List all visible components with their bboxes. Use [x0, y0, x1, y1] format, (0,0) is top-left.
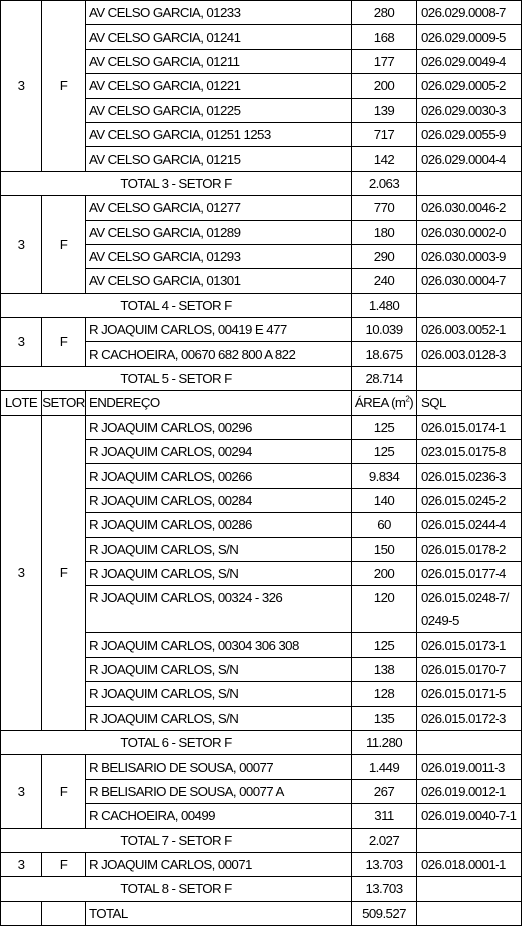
sql-cell: [417, 488, 522, 512]
header-area: [352, 391, 417, 415]
sql-cell: [417, 440, 522, 464]
sql-cell: [417, 633, 522, 657]
sql-cell: [417, 779, 522, 803]
subtotal-row: [1, 171, 522, 195]
subtotal-row: [1, 366, 522, 390]
sql-value: 026.015.0248-7/: [421, 590, 509, 606]
area-cell: 138: [352, 657, 417, 681]
subtotal-value: 13.703: [352, 877, 417, 901]
subtotal-empty: [417, 366, 522, 390]
sql-cell: [417, 682, 522, 706]
sql-cell: [417, 464, 522, 488]
sql-value: 026.015.0178-2: [421, 541, 506, 557]
sql-cell: [417, 74, 522, 98]
sql-value: 026.019.0012-1: [421, 783, 506, 799]
area-cell: 125: [352, 415, 417, 439]
sql-value: 026.015.0171-5: [421, 686, 506, 702]
endereco-cell: AV CELSO GARCIA, 01241: [86, 25, 352, 49]
lote-cell: 3: [1, 1, 42, 172]
area-cell: 168: [352, 25, 417, 49]
area-cell: 135: [352, 706, 417, 730]
sql-value: 026.030.0003-9: [421, 249, 506, 265]
area-cell: 267: [352, 779, 417, 803]
endereco-cell: AV CELSO GARCIA, 01293: [86, 244, 352, 268]
sql-value: 026.029.0055-9: [421, 127, 506, 143]
subtotal-row: [1, 730, 522, 754]
area-cell: 142: [352, 147, 417, 171]
sql-value: 026.030.0002-0: [421, 224, 506, 240]
sql-cell: [417, 586, 522, 633]
area-cell: 120: [352, 586, 417, 633]
area-cell: 717: [352, 122, 417, 146]
subtotal-label: TOTAL 8 - SETOR F: [1, 877, 352, 901]
subtotal-value: 2.063: [352, 171, 417, 195]
endereco-cell: R BELISARIO DE SOUSA, 00077: [86, 755, 352, 779]
header-sql: SQL: [417, 391, 522, 415]
sql-value: 026.030.0046-2: [421, 200, 506, 216]
endereco-cell: R JOAQUIM CARLOS, 00294: [86, 440, 352, 464]
endereco-cell: AV CELSO GARCIA, 01289: [86, 220, 352, 244]
sql-cell: [417, 657, 522, 681]
area-cell: 200: [352, 74, 417, 98]
subtotal-label: TOTAL 3 - SETOR F: [1, 171, 352, 195]
area-cell: 180: [352, 220, 417, 244]
sql-value: 026.015.0236-3: [421, 468, 506, 484]
sql-cell: [417, 561, 522, 585]
sql-value: 026.029.0004-4: [421, 151, 506, 167]
header-setor: SETOR: [42, 391, 86, 415]
sql-cell: [417, 706, 522, 730]
subtotal-row: [1, 828, 522, 852]
area-cell: 770: [352, 196, 417, 220]
subtotal-empty: [417, 730, 522, 754]
endereco-cell: AV CELSO GARCIA, 01301: [86, 269, 352, 293]
endereco-cell: R JOAQUIM CARLOS, 00071: [86, 852, 352, 876]
table-row: [1, 318, 522, 342]
sql-cell: [417, 269, 522, 293]
grand-total-value: 509.527: [352, 901, 417, 925]
area-cell: 125: [352, 633, 417, 657]
sql-cell: [417, 342, 522, 366]
sql-value: 026.003.0128-3: [421, 346, 506, 362]
sql-cell: [417, 318, 522, 342]
grand-total-empty-setor: [42, 901, 86, 925]
setor-cell: F: [42, 1, 86, 172]
subtotal-value: 28.714: [352, 366, 417, 390]
sql-value: 023.015.0175-8: [421, 444, 506, 460]
sql-value: 026.003.0052-1: [421, 322, 506, 338]
area-cell: 13.703: [352, 852, 417, 876]
sql-value: 026.029.0049-4: [421, 53, 506, 69]
sql-cell: [417, 755, 522, 779]
lote-cell: 3: [1, 852, 42, 876]
endereco-cell: R JOAQUIM CARLOS, S/N: [86, 706, 352, 730]
grand-total-empty-lote: [1, 901, 42, 925]
endereco-cell: R JOAQUIM CARLOS, 00324 - 326: [86, 586, 352, 633]
area-cell: 177: [352, 49, 417, 73]
header-area-sup: 2: [405, 395, 410, 405]
header-row: [1, 391, 522, 415]
subtotal-row: [1, 877, 522, 901]
area-cell: 200: [352, 561, 417, 585]
sql-value: 026.029.0009-5: [421, 29, 506, 45]
setor-cell: F: [42, 196, 86, 294]
sql-value: 026.018.0001-1: [421, 857, 506, 873]
header-area-close: ): [409, 395, 414, 411]
header-area-text: ÁREA (m: [354, 395, 406, 411]
area-cell: 280: [352, 1, 417, 25]
setor-cell: F: [42, 755, 86, 828]
endereco-cell: AV CELSO GARCIA, 01221: [86, 74, 352, 98]
endereco-cell: AV CELSO GARCIA, 01277: [86, 196, 352, 220]
lote-cell: 3: [1, 755, 42, 828]
endereco-cell: R JOAQUIM CARLOS, S/N: [86, 561, 352, 585]
endereco-cell: AV CELSO GARCIA, 01251 1253: [86, 122, 352, 146]
endereco-cell: R JOAQUIM CARLOS, 00304 306 308: [86, 633, 352, 657]
endereco-cell: R JOAQUIM CARLOS, S/N: [86, 537, 352, 561]
area-cell: 60: [352, 513, 417, 537]
endereco-cell: R JOAQUIM CARLOS, 00296: [86, 415, 352, 439]
area-cell: 18.675: [352, 342, 417, 366]
lote-cell: 3: [1, 196, 42, 294]
sql-value: 026.015.0172-3: [421, 710, 506, 726]
subtotal-value: 2.027: [352, 828, 417, 852]
lote-cell: 3: [1, 318, 42, 367]
sql-cell: [417, 25, 522, 49]
endereco-cell: AV CELSO GARCIA, 01225: [86, 98, 352, 122]
sql-value-continued: 0249-5: [421, 613, 459, 629]
subtotal-label: TOTAL 5 - SETOR F: [1, 366, 352, 390]
endereco-cell: AV CELSO GARCIA, 01211: [86, 49, 352, 73]
sql-value: 026.030.0004-7: [421, 273, 506, 289]
endereco-cell: R BELISARIO DE SOUSA, 00077 A: [86, 779, 352, 803]
subtotal-empty: [417, 828, 522, 852]
sql-value: 026.015.0173-1: [421, 637, 506, 653]
sql-value: 026.015.0244-4: [421, 517, 506, 533]
sql-cell: [417, 147, 522, 171]
sql-value: 026.029.0005-2: [421, 78, 506, 94]
area-cell: 311: [352, 804, 417, 828]
setor-cell: F: [42, 852, 86, 876]
lote-cell: 3: [1, 415, 42, 730]
table-row: [1, 1, 522, 25]
subtotal-empty: [417, 293, 522, 317]
area-cell: 150: [352, 537, 417, 561]
grand-total-row: [1, 901, 522, 925]
subtotal-label: TOTAL 7 - SETOR F: [1, 828, 352, 852]
endereco-cell: R JOAQUIM CARLOS, 00286: [86, 513, 352, 537]
sql-value: 026.015.0170-7: [421, 661, 506, 677]
subtotal-empty: [417, 877, 522, 901]
area-cell: 290: [352, 244, 417, 268]
sql-value: 026.019.0011-3: [421, 759, 505, 775]
sql-cell: [417, 1, 522, 25]
endereco-cell: R CACHOEIRA, 00499: [86, 804, 352, 828]
setor-cell: F: [42, 415, 86, 730]
sql-cell: [417, 122, 522, 146]
sql-value: 026.015.0245-2: [421, 493, 506, 508]
endereco-cell: AV CELSO GARCIA, 01215: [86, 147, 352, 171]
sql-cell: [417, 537, 522, 561]
grand-total-empty-sql: [417, 901, 522, 925]
sql-cell: [417, 244, 522, 268]
subtotal-value: 11.280: [352, 730, 417, 754]
sql-value: 026.029.0030-3: [421, 102, 506, 118]
endereco-cell: R JOAQUIM CARLOS, S/N: [86, 657, 352, 681]
endereco-cell: AV CELSO GARCIA, 01233: [86, 1, 352, 25]
area-cell: 140: [352, 488, 417, 512]
sql-cell: [417, 98, 522, 122]
subtotal-value: 1.480: [352, 293, 417, 317]
setor-cell: F: [42, 318, 86, 367]
area-cell: 10.039: [352, 318, 417, 342]
subtotal-empty: [417, 171, 522, 195]
sql-cell: [417, 220, 522, 244]
header-endereco: ENDEREÇO: [86, 391, 352, 415]
endereco-cell: R JOAQUIM CARLOS, 00284: [86, 488, 352, 512]
area-cell: 9.834: [352, 464, 417, 488]
grand-total-label: TOTAL: [86, 901, 352, 925]
subtotal-label: TOTAL 6 - SETOR F: [1, 730, 352, 754]
area-cell: 139: [352, 98, 417, 122]
header-lote: LOTE: [1, 391, 42, 415]
endereco-cell: R JOAQUIM CARLOS, 00266: [86, 464, 352, 488]
area-cell: 128: [352, 682, 417, 706]
sql-cell: [417, 415, 522, 439]
endereco-cell: R JOAQUIM CARLOS, S/N: [86, 682, 352, 706]
table-row: [1, 852, 522, 876]
subtotal-row: [1, 293, 522, 317]
sql-value: 026.029.0008-7: [421, 5, 506, 21]
table-row: [1, 196, 522, 220]
table-row: [1, 415, 522, 439]
area-cell: 1.449: [352, 755, 417, 779]
sql-cell: [417, 852, 522, 876]
area-cell: 125: [352, 440, 417, 464]
table-row: [1, 755, 522, 779]
sql-value: 026.015.0174-1: [421, 419, 506, 435]
sql-value: 026.015.0177-4: [421, 566, 506, 582]
subtotal-label: TOTAL 4 - SETOR F: [1, 293, 352, 317]
endereco-cell: R JOAQUIM CARLOS, 00419 E 477: [86, 318, 352, 342]
sql-value: 026.019.0040-7-1: [421, 808, 517, 824]
sql-cell: [417, 513, 522, 537]
sql-cell: [417, 49, 522, 73]
sql-cell: [417, 804, 522, 828]
endereco-cell: R CACHOEIRA, 00670 682 800 A 822: [86, 342, 352, 366]
area-cell: 240: [352, 269, 417, 293]
sql-cell: [417, 196, 522, 220]
